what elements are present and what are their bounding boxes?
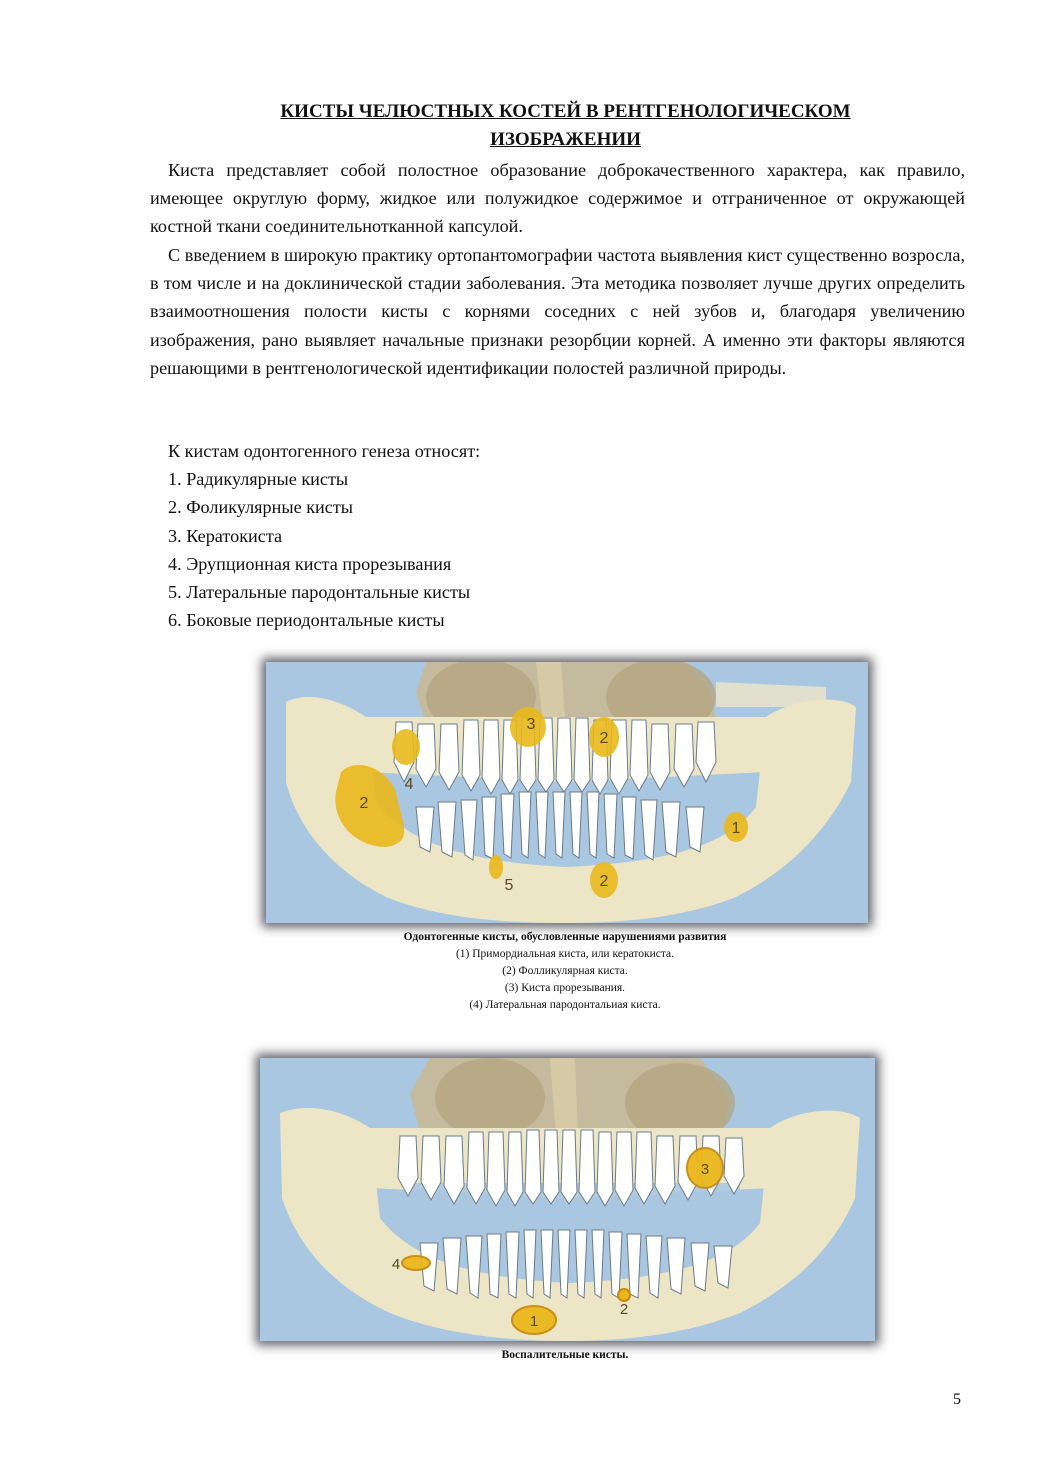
title-line-2: ИЗОБРАЖЕНИИ	[490, 129, 641, 150]
list-intro: К кистам одонтогенного генеза относят:	[168, 441, 481, 461]
marker-2: 2	[619, 1301, 629, 1318]
caption-line: (2) Фолликулярная киста.	[502, 965, 628, 977]
caption-line: (4) Латеральная пародонтальиая киста.	[469, 999, 661, 1011]
list-item: 5. Латеральные пародонтальные кисты	[168, 582, 471, 603]
paragraph-definition: Киста представляет собой полостное образование доброкачественного характера, как правило, имеющее округлую форму, жидкое или полужидкое содержимое и отграниченное от окружающей костной ткани соединительнотканной капсулой.	[150, 160, 965, 237]
jaw-diagram-inflammatory	[260, 1058, 875, 1341]
list-item: 4. Эрупционная киста прорезывания	[168, 553, 452, 574]
jaw-diagram-developmental	[266, 662, 868, 923]
page-title	[150, 98, 981, 154]
marker-1: 1	[529, 1313, 539, 1330]
list-item: 6. Боковые периодонтальные кисты	[168, 610, 445, 631]
list-item: 1. Радикулярные кисты	[168, 469, 349, 489]
figure-developmental-cysts	[266, 662, 868, 923]
paragraph-method: С введением в широкую практику ортопантомографии частота выявления кист существенно возросла, в том числе и на доклинической стадии заболевания. Эта методика позволяет лучше других определить взаимоотношения полости кисты с корнями соседних с ней зубов и, благодаря увеличению изображения, рано выявляет начальные признаки резорбции корней. А именно эти факторы являются решающими в рентгенологической идентификации полостей различной природы.	[150, 245, 965, 378]
list-item: 3. Кератокиста	[168, 525, 283, 546]
marker-2: 2	[599, 873, 609, 890]
marker-1: 1	[731, 820, 741, 837]
list-item: 2. Фоликулярные кисты	[168, 497, 354, 518]
marker-2: 2	[359, 795, 369, 812]
figure-inflammatory-cysts	[260, 1058, 875, 1341]
page-number: 5	[953, 1391, 961, 1408]
marker-4: 4	[391, 1256, 401, 1273]
caption-line: (1) Примордиальная киста, или кератокиста.	[455, 948, 675, 960]
marker-2: 2	[599, 730, 609, 747]
caption-line: (3) Киста прорезывания.	[504, 982, 626, 994]
marker-3: 3	[700, 1161, 710, 1178]
cyst-type-list	[168, 465, 470, 635]
title-line-1: КИСТЫ ЧЕЛЮСТНЫХ КОСТЕЙ В РЕНТГЕНОЛОГИЧЕСКОМ	[280, 101, 851, 122]
figure2-caption-title: Воспалительные кисты.	[501, 1349, 629, 1361]
figure1-caption-title: Одонтогенные кисты, обусловленные нарушениями развития	[403, 931, 727, 943]
figure2-caption	[150, 1347, 980, 1364]
marker-3: 3	[526, 716, 536, 733]
figure1-caption	[150, 929, 980, 1014]
marker-4: 4	[404, 776, 414, 793]
marker-5: 5	[504, 877, 514, 894]
